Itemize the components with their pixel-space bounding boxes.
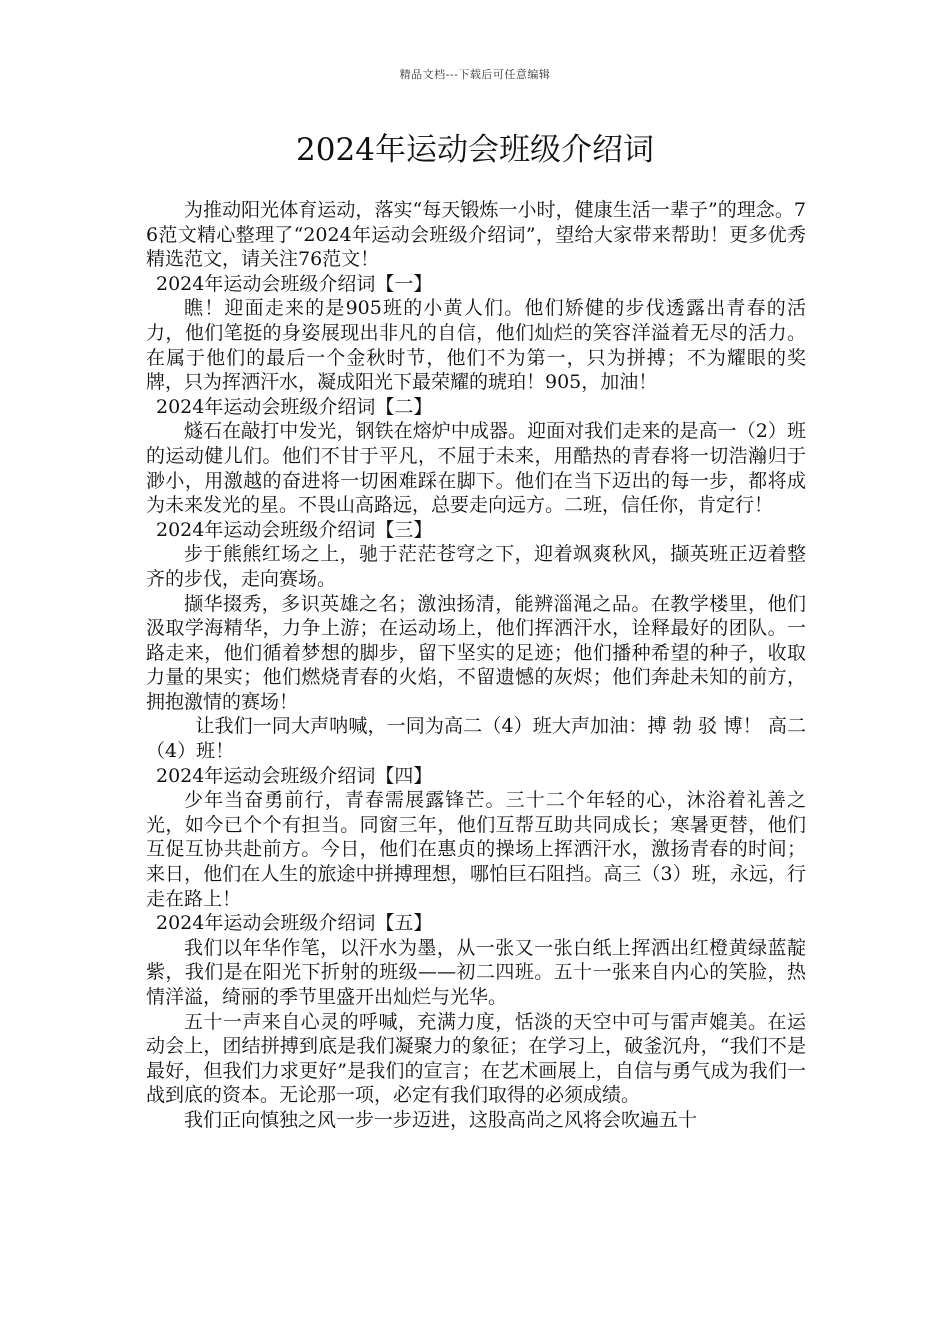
section-3-paragraph-2: 撷华掇秀，多识英雄之名；激浊扬清，能辨淄渑之品。在教学楼里，他们汲取学海精华，力争上游；在运动场上，他们挥洒汗水，诠释最好的团队。一路走来，他们循着梦想的脚步，留下坚实的足迹；他们播种希望的种子，收取力量的果实；他们燃烧青春的火焰，不留遗憾的灰烬；他们奔赴未知的前方，拥抱激情的赛场！ bbox=[146, 592, 806, 713]
section-heading-3: 2024年运动会班级介绍词【三】 bbox=[156, 518, 433, 541]
document-body bbox=[146, 198, 806, 1133]
section-heading-1: 2024年运动会班级介绍词【一】 bbox=[156, 272, 433, 295]
section-4-paragraph-1: 少年当奋勇前行，青春需展露锋芒。三十二个年轻的心，沐浴着礼善之光，如今已个个有担当。同窗三年，他们互帮互助共同成长；寒暑更替，他们互促互协共赴前方。今日，他们在惠贞的操场上挥洒汗水，激扬青春的时间；来日，他们在人生的旅途中拼搏理想，哪怕巨石阻挡。高三（3）班，永远，行走在路上！ bbox=[146, 789, 806, 910]
section-5-paragraph-2: 五十一声来自心灵的呼喊，充满力度，恬淡的天空中可与雷声媲美。在运动会上，团结拼搏到底是我们凝聚力的象征；在学习上，破釜沉舟，“我们不是最好，但我们力求更好”是我们的宣言；在艺术画展上，自信与勇气成为我们一战到底的资本。无论那一项，必定有我们取得的必须成绩。 bbox=[146, 1010, 806, 1107]
section-3-paragraph-1: 步于熊熊红场之上，驰于茫茫苍穹之下，迎着飒爽秋风，撷英班正迈着整齐的步伐，走向赛场。 bbox=[146, 543, 806, 590]
header-note: 精品文档---下载后可任意编辑 bbox=[399, 68, 551, 81]
section-heading-5: 2024年运动会班级介绍词【五】 bbox=[156, 912, 433, 935]
section-heading-2: 2024年运动会班级介绍词【二】 bbox=[156, 395, 433, 418]
section-3-paragraph-3: 让我们一同大声呐喊，一同为高二（4）班大声加油：搏 勃 驳 博！ 高二（4）班！ bbox=[146, 715, 806, 763]
section-heading-4: 2024年运动会班级介绍词【四】 bbox=[156, 764, 433, 787]
intro-paragraph: 为推动阳光体育运动，落实“每天锻炼一小时，健康生活一辈子”的理念。76范文精心整理了“2024年运动会班级介绍词”，望给大家带来帮助！更多优秀精选范文，请关注76范文！ bbox=[146, 199, 806, 271]
section-1-paragraph-1: 瞧！迎面走来的是905班的小黄人们。他们矫健的步伐透露出青春的活力，他们笔挺的身姿展现出非凡的自信，他们灿烂的笑容洋溢着无尽的活力。在属于他们的最后一个金秋时节，他们不为第一，只为拼搏；不为耀眼的奖牌，只为挥洒汗水，凝成阳光下最荣耀的琥珀！905，加油！ bbox=[146, 297, 806, 394]
page-title: 2024年运动会班级介绍词 bbox=[296, 132, 654, 168]
section-2-paragraph-1: 燧石在敲打中发光，钢铁在熔炉中成器。迎面对我们走来的是高一（2）班的运动健儿们。他们不甘于平凡，不屈于未来，用酷热的青春将一切浩瀚归于渺小，用激越的奋进将一切困难踩在脚下。他们在当下迈出的每一步，都将成为未来发光的星。不畏山高路远，总要走向远方。二班，信任你，肯定行！ bbox=[146, 420, 806, 517]
section-5-paragraph-3: 我们正向慎独之风一步一步迈进，这股高尚之风将会吹遍五十 bbox=[184, 1108, 698, 1131]
section-5-paragraph-1: 我们以年华作笔，以汗水为墨，从一张又一张白纸上挥洒出红橙黄绿蓝靛紫，我们是在阳光下折射的班级——初二四班。五十一张来自内心的笑脸，热情洋溢，绮丽的季节里盛开出灿烂与光华。 bbox=[146, 936, 806, 1008]
